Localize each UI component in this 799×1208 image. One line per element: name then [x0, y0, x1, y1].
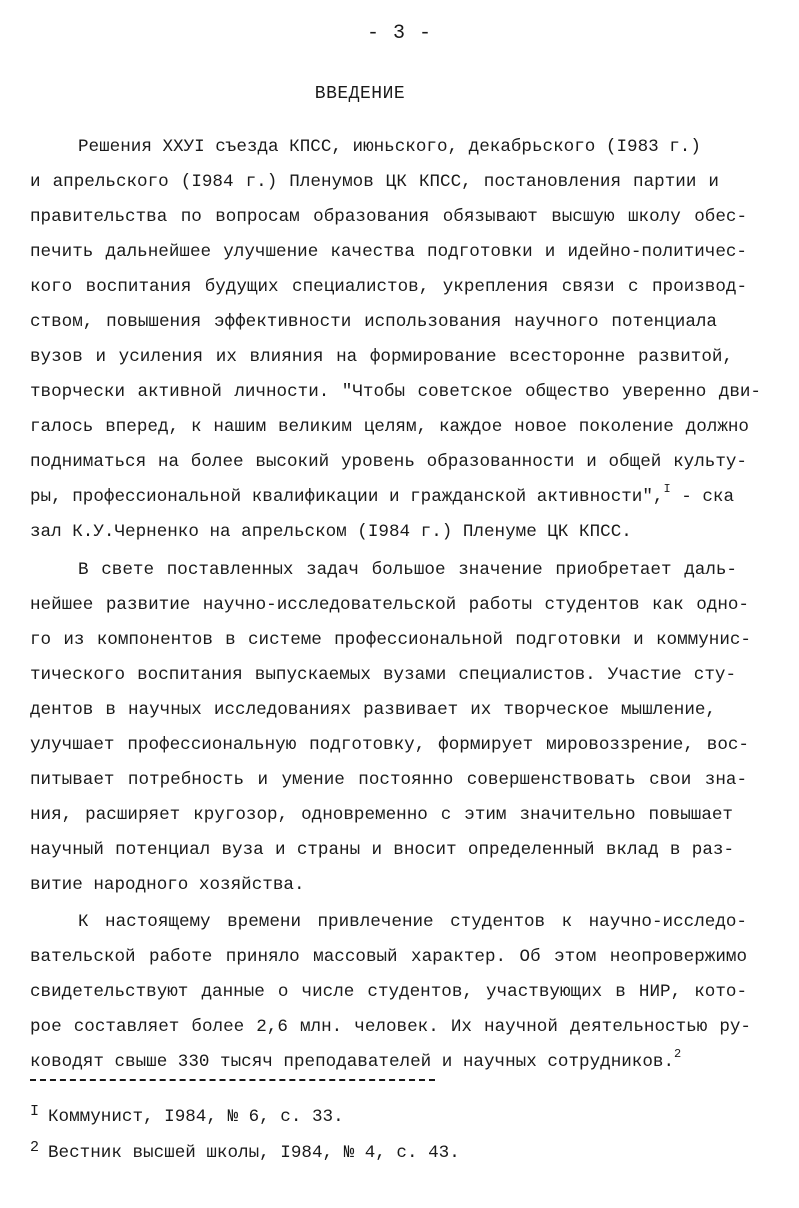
- text-line: ством, повышения эффективности использования научного потенциала: [30, 312, 717, 332]
- text-line: нейшее развитие научно-исследовательской работы студентов как одно-: [30, 595, 749, 615]
- text-line: улучшает профессиональную подготовку, формирует мировоззрение, вос-: [30, 735, 749, 755]
- text-line: свидетельствуют данные о числе студентов, участвующих в НИР, кото-: [30, 982, 747, 1002]
- text-line: К настоящему времени привлечение студентов к научно-исследо-: [78, 912, 747, 932]
- text-line: и апрельского (I984 г.) Пленумов ЦК КПСС, постановления партии и: [30, 172, 719, 192]
- text-line: рое составляет более 2,6 млн. человек. Их научной деятельностью ру-: [30, 1017, 751, 1037]
- text-line: Решения XXУI съезда КПСС, июньского, декабрьского (I983 г.): [78, 137, 701, 157]
- reference-mark: I: [663, 482, 671, 496]
- text-line: кого воспитания будущих специалистов, укрепления связи с производ-: [30, 277, 747, 297]
- text-line: вузов и усиления их влияния на формирование всесторонне развитой,: [30, 347, 733, 367]
- text-line: дентов в научных исследованиях развивает их творческое мышление,: [30, 700, 716, 720]
- page-number: - 3 -: [366, 22, 432, 45]
- text-line: вательской работе приняло массовый характер. Об этом неопровержимо: [30, 947, 747, 967]
- text-line: ры, профессиональной квалификации и гражданской активности",: [30, 487, 664, 507]
- text-line: тического воспитания выпускаемых вузами специалистов. Участие сту-: [30, 665, 736, 685]
- text-line-with-reference: [30, 482, 769, 507]
- text-line: витие народного хозяйства.: [30, 875, 305, 895]
- text-line: печить дальнейшее улучшение качества подготовки и идейно-политичес-: [30, 242, 747, 262]
- footnote-mark: I: [30, 1103, 40, 1120]
- reference-mark: 2: [674, 1047, 682, 1061]
- text-line: научный потенциал вуза и страны и вносит определенный вклад в раз-: [30, 840, 734, 860]
- text-line: подниматься на более высокий уровень образованности и общей культу-: [30, 452, 747, 472]
- text-line: творчески активной личности. "Чтобы советское общество уверенно дви-: [30, 382, 761, 402]
- footnote-separator: [30, 1079, 435, 1081]
- text-line: ководят свыше 330 тысяч преподавателей и научных сотрудников.: [30, 1052, 675, 1072]
- text-line: галось вперед, к нашим великим целям, каждое новое поколение должно: [30, 417, 749, 437]
- text-line-tail: - ска: [670, 487, 735, 507]
- footnote: [30, 1102, 344, 1127]
- footnote-mark: 2: [30, 1139, 40, 1156]
- text-line: питывает потребность и умение постоянно совершенствовать свои зна-: [30, 770, 747, 790]
- text-line: правительства по вопросам образования обязывают высшую школу обес-: [30, 207, 747, 227]
- text-line: В свете поставленных задач большое значение приобретает даль-: [78, 560, 737, 580]
- section-title: ВВЕДЕНИЕ: [314, 84, 406, 104]
- text-line: зал К.У.Черненко на апрельском (I984 г.) Пленуме ЦК КПСС.: [30, 522, 632, 542]
- text-line: го из компонентов в системе профессиональной подготовки и коммунис-: [30, 630, 751, 650]
- footnote-text: Вестник высшей школы, I984, № 4, с. 43.: [48, 1143, 460, 1163]
- text-line-with-reference: [30, 1047, 769, 1072]
- text-line: ния, расширяет кругозор, одновременно с этим значительно повышает: [30, 805, 733, 825]
- footnote-text: Коммунист, I984, № 6, с. 33.: [48, 1107, 344, 1127]
- footnote: [30, 1138, 460, 1163]
